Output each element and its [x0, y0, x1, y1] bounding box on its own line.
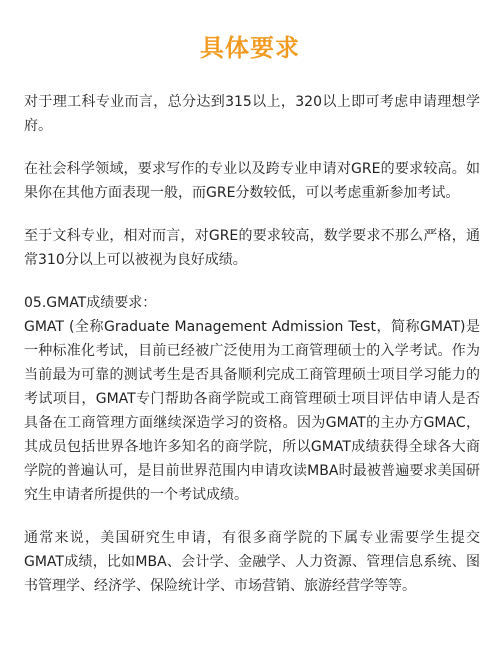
- paragraph-liberal-arts: 至于文科专业，相对而言，对GRE的要求较高，数学要求不那么严格，通常310分以上可以被视为良好成绩。: [24, 228, 480, 268]
- paragraph-gmat-intro: GMAT (全称Graduate Management Admission Test，简称GMAT)是一种标准化考试，目前已经被广泛使用为工商管理硕士的入学考试。作为当前最为可靠的测试考生是否具备顺利完成工商管理硕士项目学习能力的考试项目，GMAT专门帮助各商学院或工商管理硕士项目评估申请人是否具备在工商管理方面继续深造学习的资格。因为GMAT的主办方GMAC，其成员包括世界各地许多知名的商学院，所以GMAT成绩获得全球各大商学院的普遍认可，是目前世界范围内申请攻读MBA时最被普遍要求美国研究生申请者所提供的一个考试成绩。: [24, 319, 480, 503]
- page-title: 具体要求: [200, 34, 300, 62]
- section-heading-gmat: 05.GMAT成绩要求：: [24, 295, 157, 311]
- paragraph-gmat-programs: 通常来说，美国研究生申请，有很多商学院的下属专业需要学生提交GMAT成绩，比如MBA、会计学、金融学、人力资源、管理信息系统、图书管理学、经济学、保险统计学、市场营销、旅游经营学等等。: [24, 530, 480, 594]
- paragraph-social-science: 在社会科学领域，要求写作的专业以及跨专业申请对GRE的要求较高。如果你在其他方面表现一般，而GRE分数较低，可以考虑重新参加考试。: [24, 161, 480, 201]
- article-body: [24, 90, 480, 617]
- paragraph-science: 对于理工科专业而言，总分达到315以上，320以上即可考虑申请理想学府。: [24, 94, 480, 134]
